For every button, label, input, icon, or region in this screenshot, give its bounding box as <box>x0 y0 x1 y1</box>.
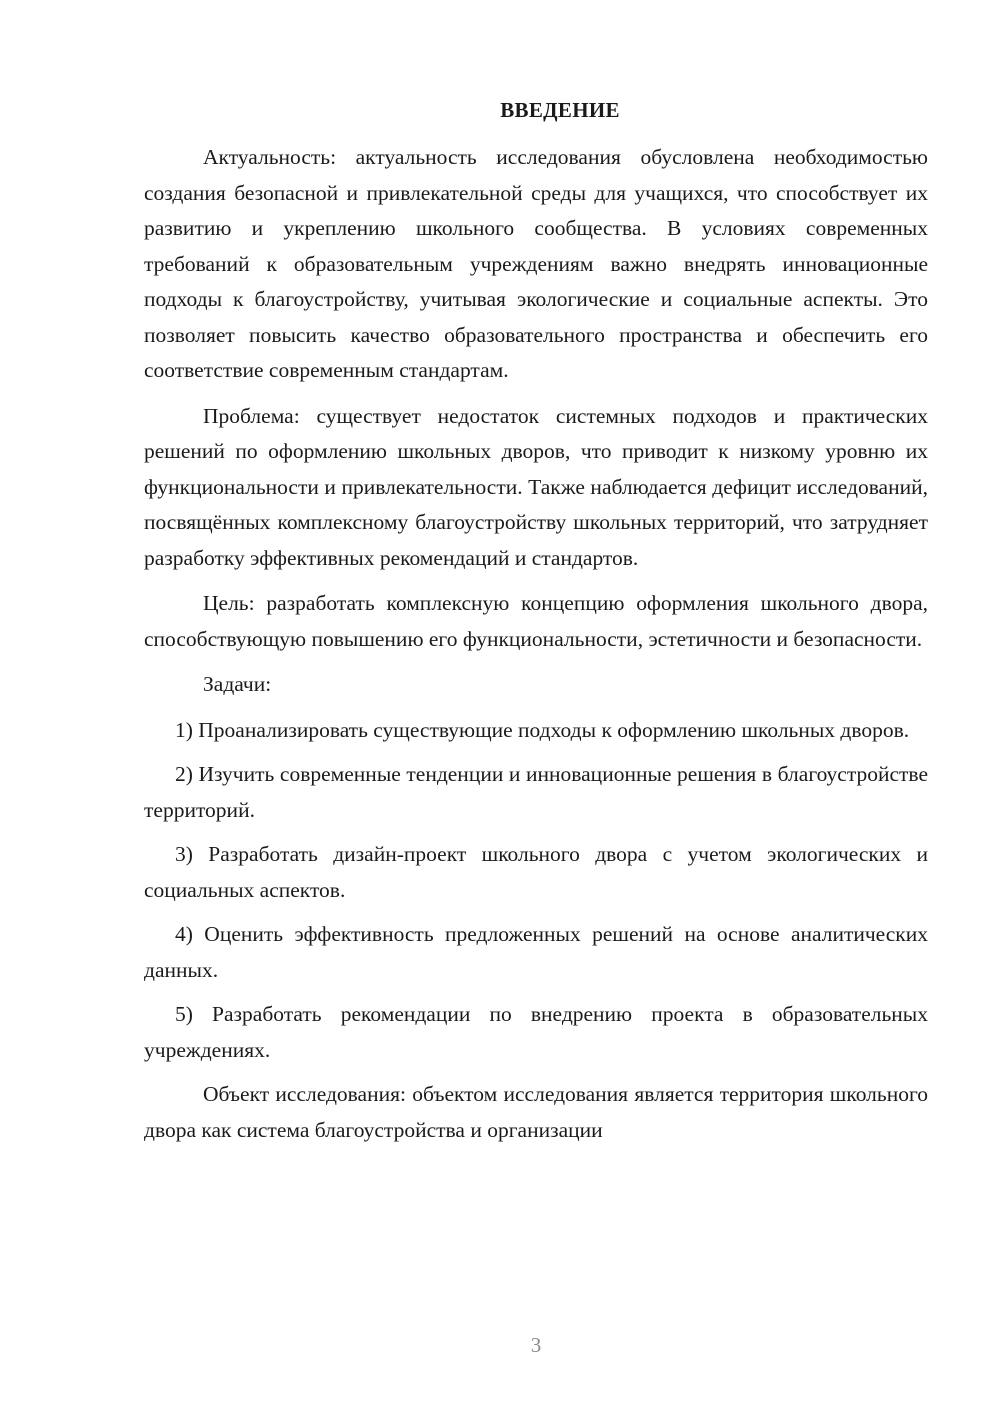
paragraph-object: Объект исследования: объектом исследования является территория школьного двора как система благоустройства и организации <box>144 1082 928 1142</box>
task-item-5: 5) Разработать рекомендации по внедрению проекта в образовательных учреждениях. <box>144 1002 928 1062</box>
task-item-1: 1) Проанализировать существующие подходы к оформлению школьных дворов. <box>175 717 910 742</box>
tasks-heading: Задачи: <box>203 672 272 696</box>
task-item-4: 4) Оценить эффективность предложенных решений на основе аналитических данных. <box>144 922 928 982</box>
page-title: ВВЕДЕНИЕ <box>500 98 620 122</box>
page-content <box>144 94 928 1148</box>
task-item-2: 2) Изучить современные тенденции и инновационные решения в благоустройстве территорий. <box>144 762 928 822</box>
paragraph-problem: Проблема: существует недостаток системных подходов и практических решений по оформлению школьных дворов, что приводит к низкому уровню их функциональности и привлекательности. Также наблюдается дефицит исследований, посвящённых комплексному благоустройству школьных территорий, что затрудняет разработку эффективных рекомендаций и стандартов. <box>144 403 928 570</box>
paragraph-goal: Цель: разработать комплексную концепцию оформления школьного двора, способствующую повышению его функциональности, эстетичности и безопасности. <box>144 591 928 651</box>
paragraph-relevance: Актуальность: актуальность исследования обусловлена необходимостью создания безопасной и привлекательной среды для учащихся, что способствует их развитию и укреплению школьного сообщества. В условиях современных требований к образовательным учреждениям важно внедрять инновационные подходы к благоустройству, учитывая экологические и социальные аспекты. Это позволяет повысить качество образовательного пространства и обеспечить его соответствие современным стандартам. <box>144 145 928 382</box>
page-number: 3 <box>530 1333 542 1357</box>
task-item-3: 3) Разработать дизайн-проект школьного двора с учетом экологических и социальных аспектов. <box>144 842 928 902</box>
